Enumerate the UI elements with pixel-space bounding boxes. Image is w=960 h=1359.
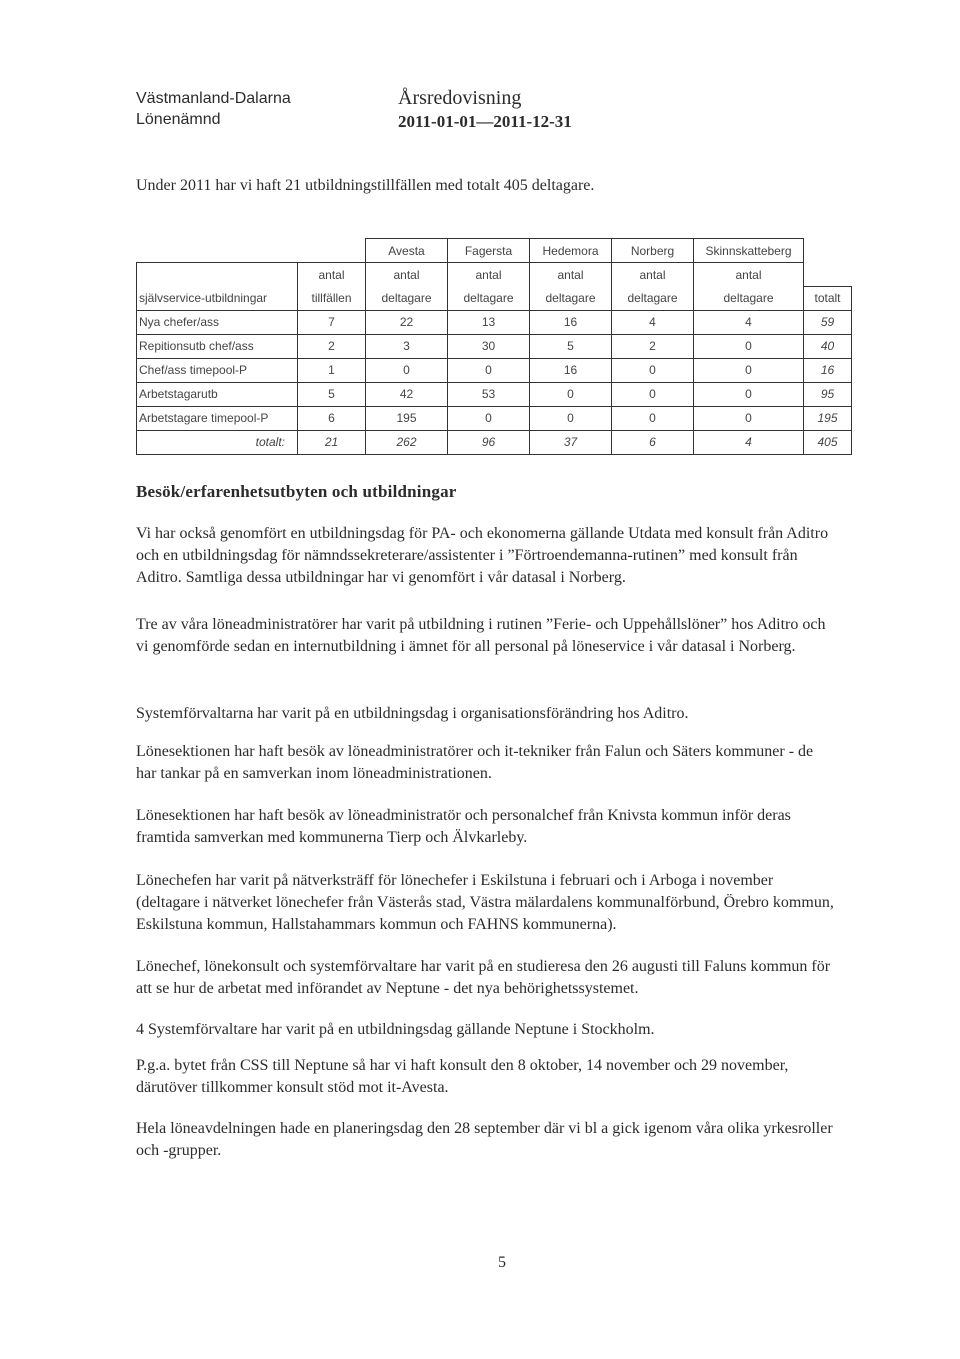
subheader-antal: antal	[530, 263, 612, 287]
cell: 2	[612, 334, 694, 358]
cell: 16	[530, 358, 612, 382]
cell: 0	[448, 406, 530, 430]
subheader-antal: antal	[298, 263, 366, 287]
row-label: Arbetstagarutb	[137, 382, 298, 406]
cell: 0	[530, 406, 612, 430]
cell: 7	[298, 310, 366, 334]
table-row	[137, 358, 852, 382]
table-subheader-row-2	[137, 286, 852, 310]
table-region-header-row	[137, 239, 852, 263]
region-avesta: Avesta	[366, 239, 448, 263]
subheader-antal: antal	[694, 263, 804, 287]
subheader-tillfallen: tillfällen	[298, 286, 366, 310]
table-subheader-row-1	[137, 263, 852, 287]
table-row	[137, 334, 852, 358]
total-cell: 6	[612, 430, 694, 454]
paragraph-7: Lönechef, lönekonsult och systemförvaltare har varit på en studieresa den 26 augusti till Faluns kommun för att se hur de arbetat med införandet av Neptune - det nya behörighetssystemet.	[136, 958, 831, 997]
subheader-antal: antal	[366, 263, 448, 287]
subheader-deltagare: deltagare	[530, 286, 612, 310]
cell-total: 59	[804, 310, 852, 334]
paragraph-8: 4 Systemförvaltare har varit på en utbildningsdag gällande Neptune i Stockholm.	[136, 1021, 655, 1038]
training-table	[136, 238, 866, 455]
row-label: Chef/ass timepool-P	[137, 358, 298, 382]
region-fagersta: Fagersta	[448, 239, 530, 263]
total-header: totalt	[804, 286, 852, 310]
cell: 0	[448, 358, 530, 382]
total-cell: 96	[448, 430, 530, 454]
subheader-antal: antal	[448, 263, 530, 287]
cell: 5	[530, 334, 612, 358]
paragraph-3: Systemförvaltarna har varit på en utbildningsdag i organisationsförändring hos Aditro.	[136, 705, 689, 722]
table-row	[137, 310, 852, 334]
cell-total: 40	[804, 334, 852, 358]
row-label-header: självservice-utbildningar	[137, 286, 298, 310]
table-row	[137, 382, 852, 406]
cell: 0	[694, 358, 804, 382]
total-cell: 21	[298, 430, 366, 454]
total-cell: 4	[694, 430, 804, 454]
subheader-deltagare: deltagare	[448, 286, 530, 310]
cell: 0	[694, 382, 804, 406]
cell: 13	[448, 310, 530, 334]
paragraph-1: Vi har också genomfört en utbildningsdag för PA- och ekonomerna gällande Utdata med konsult från Aditro och en utbildningsdag för nämndssekreterare/assistenter i ”Förtroendemanna-rutinen” med konsult från Aditro. Samtliga dessa utbildningar har vi genomfört i vår datasal i Norberg.	[136, 525, 829, 586]
cell: 0	[694, 334, 804, 358]
cell: 0	[612, 382, 694, 406]
cell: 42	[366, 382, 448, 406]
row-label: Repitionsutb chef/ass	[137, 334, 298, 358]
cell: 0	[612, 406, 694, 430]
cell-total: 95	[804, 382, 852, 406]
cell-total: 195	[804, 406, 852, 430]
subheader-deltagare: deltagare	[366, 286, 448, 310]
cell: 5	[298, 382, 366, 406]
total-cell: 262	[366, 430, 448, 454]
cell: 195	[366, 406, 448, 430]
header-dept: Lönenämnd	[136, 111, 221, 128]
cell: 2	[298, 334, 366, 358]
cell: 6	[298, 406, 366, 430]
header-org-block	[136, 88, 291, 130]
cell: 16	[530, 310, 612, 334]
cell: 30	[448, 334, 530, 358]
region-skinnskatteberg: Skinnskatteberg	[694, 239, 804, 263]
header-title-block	[398, 88, 572, 132]
paragraph-10: Hela löneavdelningen hade en planeringsdag den 28 september där vi bl a gick igenom våra olika yrkesroller och -grupper.	[136, 1120, 833, 1159]
page-number: 5	[498, 1254, 506, 1271]
cell: 0	[366, 358, 448, 382]
cell: 0	[612, 358, 694, 382]
cell: 22	[366, 310, 448, 334]
paragraph-6: Lönechefen har varit på nätverksträff för lönechefer i Eskilstuna i februari och i Arboga i november (deltagare i nätverket lönechefer från Västerås stad, Västra mälardalens kommunalförbund, Örebro kommun, Eskilstuna kommun, Hallstahammars kommun och FAHNS kommunerna).	[136, 872, 834, 933]
total-row-label: totalt:	[137, 430, 298, 454]
table-row	[137, 406, 852, 430]
row-label: Arbetstagare timepool-P	[137, 406, 298, 430]
cell: 4	[694, 310, 804, 334]
section-title: Besök/erfarenhetsutbyten och utbildningar	[136, 482, 457, 501]
subheader-antal: antal	[612, 263, 694, 287]
cell: 1	[298, 358, 366, 382]
header-org: Västmanland-Dalarna	[136, 90, 291, 107]
cell: 4	[612, 310, 694, 334]
subheader-deltagare: deltagare	[612, 286, 694, 310]
cell-total: 16	[804, 358, 852, 382]
intro-text: Under 2011 har vi haft 21 utbildningstillfällen med totalt 405 deltagare.	[136, 177, 595, 194]
header-title: Årsredovisning	[398, 87, 522, 109]
cell: 0	[694, 406, 804, 430]
region-hedemora: Hedemora	[530, 239, 612, 263]
header-period: 2011-01-01—2011-12-31	[398, 112, 572, 131]
cell: 3	[366, 334, 448, 358]
paragraph-4: Lönesektionen har haft besök av löneadministratörer och it-tekniker från Falun och Säters kommuner - de har tankar på en samverkan inom löneadministrationen.	[136, 743, 814, 782]
row-label: Nya chefer/ass	[137, 310, 298, 334]
paragraph-2: Tre av våra löneadministratörer har varit på utbildning i rutinen ”Ferie- och Uppehållslöner” hos Aditro och vi genomförde sedan en internutbildning i ämnet för all personal på löneservice i vår datasal i Norberg.	[136, 616, 826, 655]
total-cell: 37	[530, 430, 612, 454]
grand-total-cell: 405	[804, 430, 852, 454]
paragraph-9: P.g.a. bytet från CSS till Neptune så har vi haft konsult den 8 oktober, 14 november och 29 november, därutöver tillkommer konsult stöd mot it-Avesta.	[136, 1057, 789, 1096]
subheader-deltagare: deltagare	[694, 286, 804, 310]
paragraph-5: Lönesektionen har haft besök av löneadministratör och personalchef från Knivsta kommun inför deras framtida samverkan med kommunerna Tierp och Älvkarleby.	[136, 807, 791, 846]
table-total-row	[137, 430, 852, 454]
cell: 53	[448, 382, 530, 406]
region-norberg: Norberg	[612, 239, 694, 263]
cell: 0	[530, 382, 612, 406]
